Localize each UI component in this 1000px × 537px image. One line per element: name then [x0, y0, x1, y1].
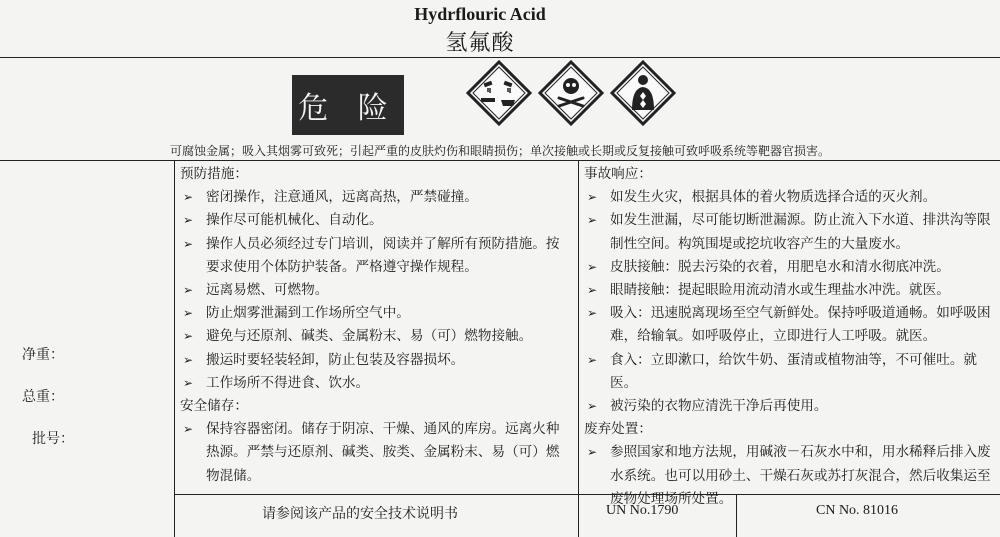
sds-reference-note: 请参阅该产品的安全技术说明书 [262, 506, 458, 522]
product-name-english: Hydrflouric Acid [414, 4, 546, 24]
precaution-item: ➢ 避免与还原剂、碱类、金属粉末、易（可）燃物接触。 [180, 325, 572, 348]
center-column-divider [578, 160, 579, 537]
gross-weight-label: 总重： [22, 389, 64, 405]
net-weight-label: 净重： [22, 347, 64, 363]
response-item: ➢ 吸入：迅速脱离现场至空气新鲜处。保持呼吸道通畅。如呼吸困难，给输氧。如呼吸停止，立即进行人工呼吸。就医。 [584, 302, 996, 348]
precaution-item: ➢ 工作场所不得进食、饮水。 [180, 372, 572, 395]
storage-heading: 安全储存： [180, 398, 248, 415]
storage-item: ➢ 保持容器密闭。储存于阴凉、干燥、通风的库房。远离火种热源。严禁与还原剂、碱类、胺类、金属粉末、易（可）燃物混储。 [180, 418, 572, 488]
header-divider [0, 57, 1000, 58]
precaution-item: ➢ 远离易燃、可燃物。 [180, 279, 572, 302]
precautions-heading: 预防措施： [180, 166, 248, 182]
label-column-divider [174, 160, 175, 537]
un-number: UN No.1790 [606, 503, 679, 518]
precaution-item: ➢ 操作人员必须经过专门培训，阅读并了解所有预防措施。按要求使用个体防护装备。严格遵守操作规程。 [180, 233, 572, 279]
disposal-heading: 废弃处置： [584, 421, 652, 438]
precaution-item: ➢ 操作尽可能机械化、自动化。 [180, 209, 572, 232]
response-section [584, 163, 996, 511]
batch-number-label: 批号： [32, 431, 74, 447]
response-item: ➢ 如发生火灾，根据具体的着火物质选择合适的灭火剂。 [584, 186, 996, 209]
hazard-divider [0, 160, 1000, 161]
response-item: ➢ 如发生泄漏，尽可能切断泄漏源。防止流入下水道、排洪沟等限制性空间。构筑围堤或挖坑收容产生的大量废水。 [584, 209, 996, 255]
skull-crossbones-icon [538, 60, 604, 126]
cn-number: CN No. 81016 [816, 503, 899, 518]
response-item: ➢ 皮肤接触：脱去污染的衣着，用肥皂水和清水彻底冲洗。 [584, 256, 996, 279]
precautions-section [180, 163, 572, 488]
signal-word: 危 险 [292, 75, 404, 135]
health-hazard-icon [610, 60, 676, 126]
product-name-chinese: 氢氟酸 [445, 31, 515, 56]
response-item: ➢ 眼睛接触：提起眼睑用流动清水或生理盐水冲洗。就医。 [584, 279, 996, 302]
response-heading: 事故响应： [584, 166, 652, 182]
precaution-item: ➢ 防止烟雾泄漏到工作场所空气中。 [180, 302, 572, 325]
precaution-item: ➢ 密闭操作，注意通风，远离高热，严禁碰撞。 [180, 186, 572, 209]
corrosion-icon [466, 60, 532, 126]
response-item: ➢ 被污染的衣物应清洗干净后再使用。 [584, 395, 996, 418]
precaution-item: ➢ 搬运时要轻装轻卸，防止包装及容器损坏。 [180, 349, 572, 372]
hazard-statement: 可腐蚀金属；吸入其烟雾可致死；引起严重的皮肤灼伤和眼睛损伤；单次接触或长期或反复接触可致呼吸系统等靶器官损害。 [169, 144, 830, 158]
disposal-item: ➢ 参照国家和地方法规，用碱液－石灰水中和，用水稀释后排入废水系统。也可以用砂土、干燥石灰或苏打灰混合，然后收集运至废物处理场所处置。 [584, 441, 996, 511]
response-item: ➢ 食入：立即漱口，给饮牛奶、蛋清或植物油等，不可催吐。就医。 [584, 349, 996, 395]
